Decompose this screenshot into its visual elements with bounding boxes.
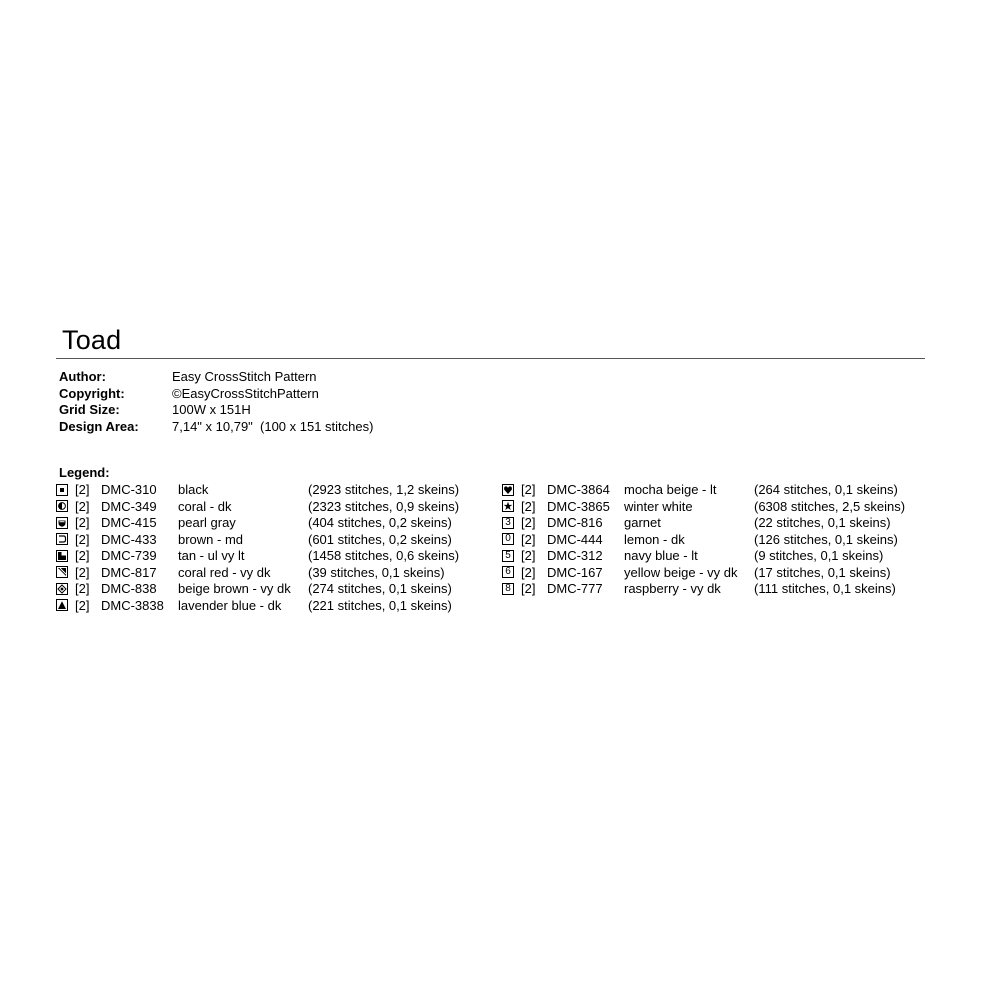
shield-icon bbox=[56, 517, 68, 529]
symbol-glyph: 6 bbox=[505, 566, 511, 577]
design-area-row bbox=[59, 419, 373, 436]
pattern-info bbox=[59, 369, 373, 435]
legend-stitch-count: (404 stitches, 0,2 skeins) bbox=[308, 515, 452, 530]
legend-dmc-code: DMC-444 bbox=[547, 531, 603, 547]
legend-stitch-count: (126 stitches, 0,1 skeins) bbox=[754, 531, 898, 547]
legend-dmc-code: DMC-310 bbox=[101, 482, 157, 497]
legend-stitch-count: (274 stitches, 0,1 skeins) bbox=[308, 581, 452, 596]
legend-dmc-code: DMC-312 bbox=[547, 548, 603, 563]
legend-stitch-count: (39 stitches, 0,1 skeins) bbox=[308, 564, 445, 580]
legend-strands: [2] bbox=[521, 564, 536, 580]
legend-color-name: garnet bbox=[624, 515, 661, 530]
legend-stitch-count: (111 stitches, 0,1 skeins) bbox=[754, 581, 896, 596]
legend-stitch-count: (2923 stitches, 1,2 skeins) bbox=[308, 482, 460, 497]
digit-6-icon bbox=[502, 566, 514, 578]
legend-strands: [2] bbox=[75, 531, 90, 547]
filled-triangle-icon bbox=[56, 599, 68, 611]
legend-dmc-code: DMC-838 bbox=[101, 581, 157, 596]
symbol-glyph: 5 bbox=[505, 549, 511, 561]
legend-dmc-code: DMC-3864 bbox=[547, 482, 610, 497]
legend-strands: [2] bbox=[521, 531, 536, 547]
pattern-title: Toad bbox=[62, 325, 122, 355]
legend-strands: [2] bbox=[521, 515, 536, 530]
star-icon bbox=[502, 500, 514, 512]
design-area-value: 7,14" x 10,79" (100 x 151 stitches) bbox=[172, 418, 374, 434]
legend-color-name: tan - ul vy lt bbox=[178, 548, 245, 563]
half-filled-circle-icon bbox=[56, 500, 68, 512]
copyright-row bbox=[59, 386, 373, 403]
legend-dmc-code: DMC-777 bbox=[547, 581, 603, 596]
grid-size-value: 100W x 151H bbox=[172, 402, 251, 417]
filled-square-in-square-icon bbox=[56, 484, 68, 496]
legend-color-name: coral red - vy dk bbox=[178, 564, 271, 580]
copyright-label: Copyright: bbox=[59, 385, 125, 401]
legend-stitch-count: (6308 stitches, 2,5 skeins) bbox=[754, 498, 906, 514]
legend-dmc-code: DMC-433 bbox=[101, 531, 157, 547]
author-value: Easy CrossStitch Pattern bbox=[172, 369, 317, 384]
legend-strands: [2] bbox=[75, 515, 90, 530]
legend-color-name: black bbox=[178, 482, 209, 497]
legend-strands: [2] bbox=[75, 564, 90, 580]
symbol-glyph: 0 bbox=[505, 533, 511, 544]
digit-8-icon bbox=[502, 583, 514, 595]
legend-dmc-code: DMC-739 bbox=[101, 548, 157, 563]
legend-dmc-code: DMC-817 bbox=[101, 564, 157, 580]
legend-color-name: pearl gray bbox=[178, 515, 236, 530]
grid-size-label: Grid Size: bbox=[59, 402, 120, 417]
symbol-glyph: 8 bbox=[505, 582, 511, 594]
legend-color-name: navy blue - lt bbox=[624, 548, 698, 563]
legend-strands: [2] bbox=[75, 482, 90, 497]
corner-block-icon bbox=[56, 550, 68, 562]
legend-color-name: beige brown - vy dk bbox=[178, 581, 291, 596]
hook-icon bbox=[56, 533, 68, 545]
legend-stitch-count: (2323 stitches, 0,9 skeins) bbox=[308, 498, 460, 514]
diagonal-block-icon bbox=[56, 566, 68, 578]
legend-stitch-count: (601 stitches, 0,2 skeins) bbox=[308, 531, 452, 547]
grid-size-row bbox=[59, 402, 373, 419]
legend-color-name: mocha beige - lt bbox=[624, 482, 717, 497]
legend-stitch-count: (1458 stitches, 0,6 skeins) bbox=[308, 548, 460, 563]
legend-color-name: raspberry - vy dk bbox=[624, 581, 721, 596]
digit-5-icon bbox=[502, 550, 514, 562]
heart-icon bbox=[502, 484, 514, 496]
legend-color-name: lemon - dk bbox=[624, 531, 685, 547]
legend-color-name: brown - md bbox=[178, 531, 244, 547]
author-row bbox=[59, 369, 373, 386]
legend-color-name: winter white bbox=[624, 498, 693, 514]
legend-strands: [2] bbox=[75, 581, 90, 596]
legend-stitch-count: (264 stitches, 0,1 skeins) bbox=[754, 482, 898, 497]
design-area-label: Design Area: bbox=[59, 418, 139, 434]
digit-3-icon bbox=[502, 517, 514, 529]
legend-dmc-code: DMC-816 bbox=[547, 515, 603, 530]
title-divider bbox=[56, 358, 925, 359]
symbol-glyph: 3 bbox=[505, 516, 511, 528]
legend-strands: [2] bbox=[75, 548, 90, 563]
legend-strands: [2] bbox=[75, 597, 90, 613]
legend-color-name: yellow beige - vy dk bbox=[624, 564, 738, 580]
diamond-in-diamond-icon bbox=[56, 583, 68, 595]
legend-stitch-count: (9 stitches, 0,1 skeins) bbox=[754, 548, 884, 563]
legend-dmc-code: DMC-167 bbox=[547, 564, 603, 580]
copyright-value: ©EasyCrossStitchPattern bbox=[172, 385, 319, 401]
legend-strands: [2] bbox=[75, 498, 90, 514]
legend-strands: [2] bbox=[521, 548, 536, 563]
legend-strands: [2] bbox=[521, 581, 536, 596]
legend-strands: [2] bbox=[521, 498, 536, 514]
author-label: Author: bbox=[59, 369, 106, 384]
legend-dmc-code: DMC-349 bbox=[101, 498, 157, 514]
legend-stitch-count: (22 stitches, 0,1 skeins) bbox=[754, 515, 891, 530]
legend-dmc-code: DMC-3865 bbox=[547, 498, 610, 514]
legend-title: Legend: bbox=[59, 465, 110, 480]
legend-strands: [2] bbox=[521, 482, 536, 497]
legend-color-name: lavender blue - dk bbox=[178, 597, 282, 613]
legend-dmc-code: DMC-415 bbox=[101, 515, 157, 530]
legend-color-name: coral - dk bbox=[178, 498, 232, 514]
legend-stitch-count: (17 stitches, 0,1 skeins) bbox=[754, 564, 891, 580]
digit-0-icon bbox=[502, 533, 514, 545]
legend-dmc-code: DMC-3838 bbox=[101, 597, 164, 613]
legend-stitch-count: (221 stitches, 0,1 skeins) bbox=[308, 597, 452, 613]
